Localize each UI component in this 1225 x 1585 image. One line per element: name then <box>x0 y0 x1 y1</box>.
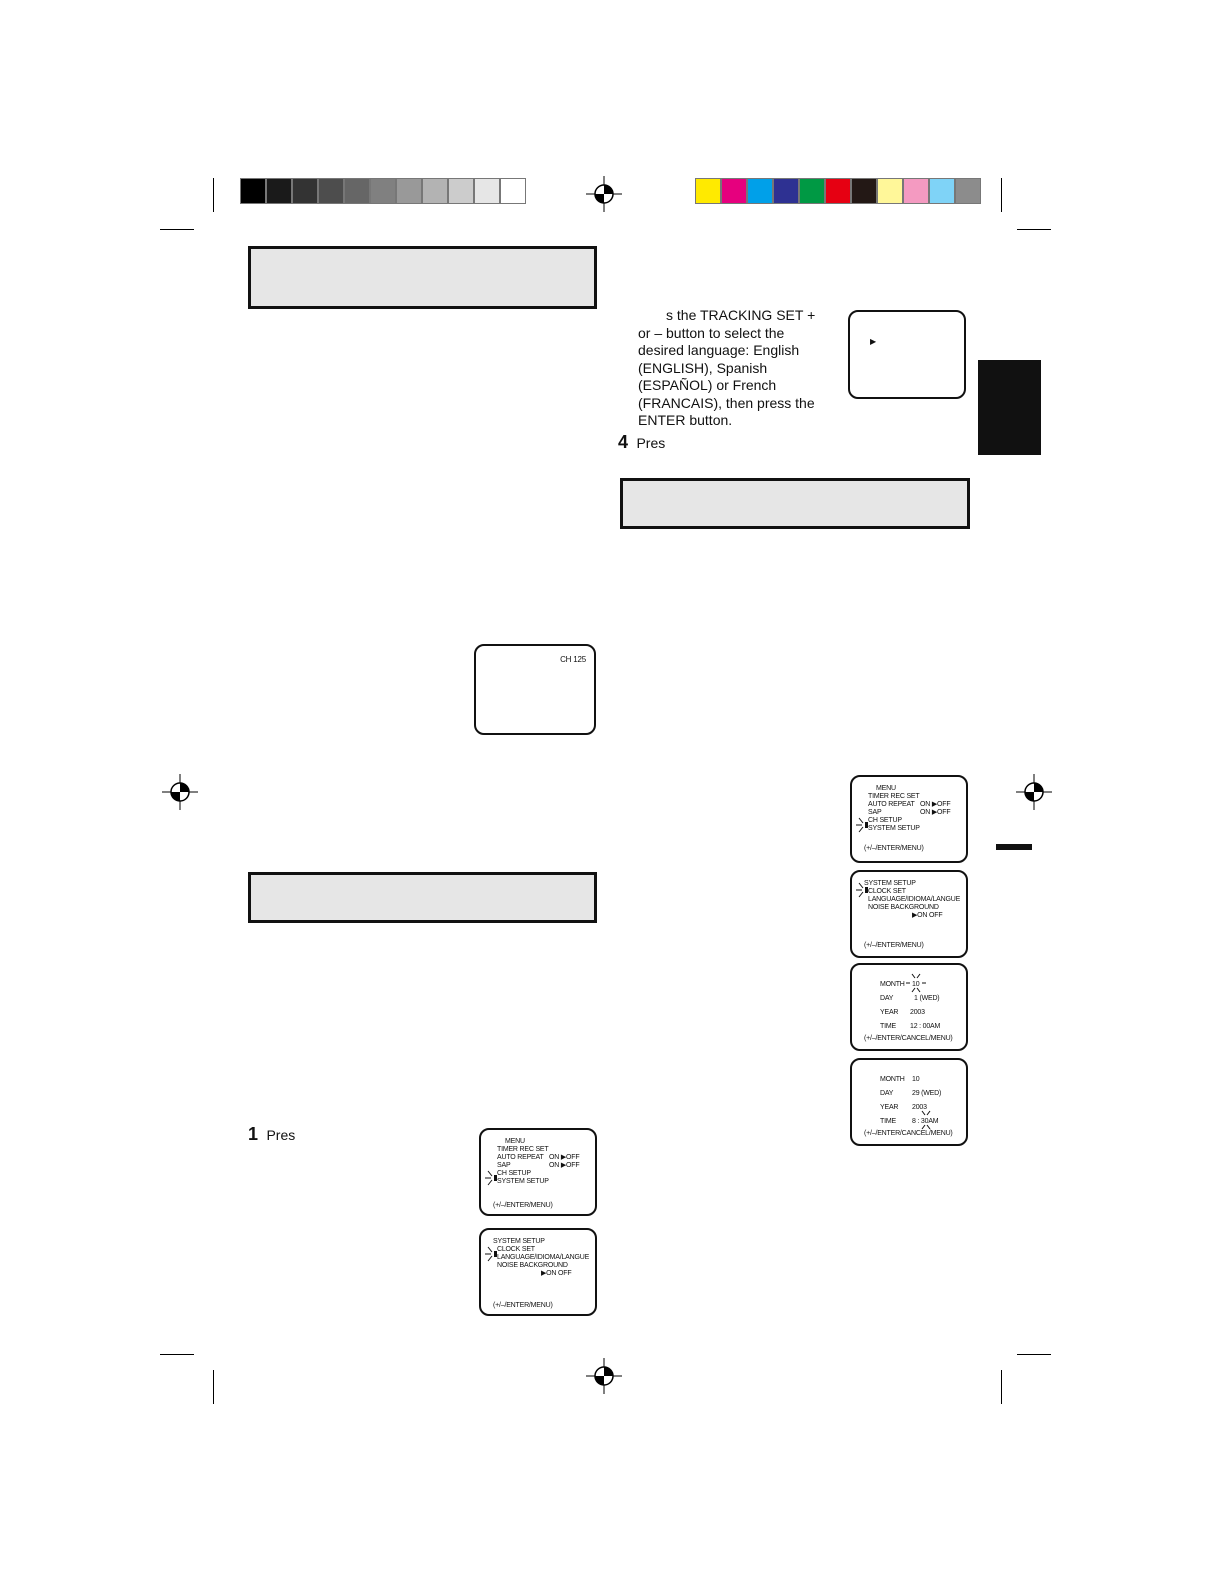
grayscale-swatch <box>266 178 292 204</box>
clock-set-screen <box>850 1058 968 1146</box>
crop-mark <box>160 1354 194 1355</box>
section-heading-box <box>248 246 597 309</box>
step-4 <box>618 432 665 453</box>
channel-label: CH 125 <box>560 655 586 664</box>
crop-mark <box>1017 229 1051 230</box>
color-swatch <box>799 178 825 204</box>
time-value: 12 : 00AM <box>910 1023 941 1030</box>
auto-repeat-value: ON ▶OFF <box>920 801 951 808</box>
step-text: Pres <box>636 435 666 451</box>
year-label: YEAR <box>880 1009 899 1016</box>
month-value: 10 <box>912 1076 920 1083</box>
year-value: 2003 <box>910 1009 925 1016</box>
grayscale-swatch <box>396 178 422 204</box>
crop-mark <box>213 1370 214 1404</box>
day-value: 1 (WED) <box>914 995 940 1002</box>
language-screen <box>848 310 966 399</box>
step-number: 1 <box>248 1124 259 1144</box>
menu-item-clock-set: CLOCK SET <box>497 1246 535 1253</box>
menu-footer: (+/–/ENTER/MENU) <box>493 1202 553 1209</box>
month-label: MONTH <box>880 981 905 988</box>
blinking-cursor-icon <box>906 973 926 993</box>
menu-item-sap: SAP <box>497 1162 511 1169</box>
menu-item-clock-set: CLOCK SET <box>868 888 906 895</box>
noise-background-value: ▶ON OFF <box>541 1270 572 1277</box>
grayscale-swatch <box>474 178 500 204</box>
menu-title: MENU <box>505 1138 525 1145</box>
step-text: Pres <box>266 1127 296 1143</box>
color-swatch <box>695 178 721 204</box>
color-swatch <box>747 178 773 204</box>
grayscale-swatch <box>500 178 526 204</box>
menu-item-noise-background: NOISE BACKGROUND <box>497 1262 568 1269</box>
main-menu-screen <box>850 775 968 863</box>
time-value: 8 : 30AM <box>912 1118 939 1125</box>
grayscale-swatch <box>448 178 474 204</box>
step-1 <box>248 1124 295 1145</box>
menu-title: MENU <box>876 785 896 792</box>
section-heading-box <box>248 872 597 923</box>
color-swatch <box>929 178 955 204</box>
day-value: 29 (WED) <box>912 1090 942 1097</box>
color-swatch <box>721 178 747 204</box>
registration-mark-right <box>1016 774 1052 810</box>
system-setup-screen <box>850 870 968 958</box>
year-label: YEAR <box>880 1104 899 1111</box>
month-value: 10 <box>912 981 920 988</box>
crop-mark <box>160 229 194 230</box>
year-value: 2003 <box>912 1104 927 1111</box>
blinking-cursor-icon <box>916 1110 936 1130</box>
menu-item-auto-repeat: AUTO REPEAT <box>868 801 915 808</box>
blinking-cursor-icon <box>854 815 874 835</box>
grayscale-swatch <box>240 178 266 204</box>
crop-mark <box>1001 178 1002 212</box>
section-marker <box>996 844 1032 850</box>
crop-mark <box>1001 1370 1002 1404</box>
grayscale-swatch <box>344 178 370 204</box>
section-tab <box>978 360 1041 455</box>
system-setup-title: SYSTEM SETUP <box>864 880 916 887</box>
registration-mark-left <box>162 774 198 810</box>
blinking-cursor-icon <box>483 1244 503 1264</box>
time-label: TIME <box>880 1023 896 1030</box>
blinking-cursor-icon <box>854 880 874 900</box>
clock-set-screen <box>850 963 968 1051</box>
grayscale-swatch <box>318 178 344 204</box>
system-setup-screen <box>479 1228 597 1316</box>
menu-item-ch-setup: CH SETUP <box>497 1170 531 1177</box>
menu-item-auto-repeat: AUTO REPEAT <box>497 1154 544 1161</box>
main-menu-screen <box>479 1128 597 1216</box>
day-label: DAY <box>880 1090 894 1097</box>
menu-item-timer-rec-set: TIMER REC SET <box>868 793 920 800</box>
registration-mark-bottom <box>586 1358 622 1394</box>
menu-item-sap: SAP <box>868 809 882 816</box>
day-label: DAY <box>880 995 894 1002</box>
menu-item-language: LANGUAGE/IDIOMA/LANGUE <box>868 896 961 903</box>
color-swatch <box>877 178 903 204</box>
system-setup-title: SYSTEM SETUP <box>493 1238 545 1245</box>
color-swatch <box>773 178 799 204</box>
color-swatch <box>955 178 981 204</box>
step-number: 4 <box>618 432 629 452</box>
menu-item-system-setup: SYSTEM SETUP <box>868 825 920 832</box>
channel-screen <box>474 644 596 735</box>
month-label: MONTH <box>880 1076 905 1083</box>
noise-background-value: ▶ON OFF <box>912 912 943 919</box>
grayscale-swatch <box>422 178 448 204</box>
clock-set-footer: (+/–/ENTER/CANCEL/MENU) <box>864 1130 953 1137</box>
color-swatch <box>903 178 929 204</box>
grayscale-swatch <box>370 178 396 204</box>
registration-mark-top <box>586 176 622 212</box>
blinking-cursor-icon <box>483 1168 503 1188</box>
menu-item-system-setup: SYSTEM SETUP <box>497 1178 549 1185</box>
color-swatch <box>851 178 877 204</box>
menu-item-ch-setup: CH SETUP <box>868 817 902 824</box>
selection-arrow-icon: ▶ <box>870 337 876 346</box>
sap-value: ON ▶OFF <box>920 809 951 816</box>
menu-item-noise-background: NOISE BACKGROUND <box>868 904 939 911</box>
menu-item-language: LANGUAGE/IDIOMA/LANGUE <box>497 1254 590 1261</box>
color-swatch <box>825 178 851 204</box>
sap-value: ON ▶OFF <box>549 1162 580 1169</box>
section-heading-box <box>620 478 970 529</box>
menu-item-timer-rec-set: TIMER REC SET <box>497 1146 549 1153</box>
grayscale-swatch <box>292 178 318 204</box>
time-label: TIME <box>880 1118 896 1125</box>
menu-footer: (+/–/ENTER/MENU) <box>493 1302 553 1309</box>
clock-set-footer: (+/–/ENTER/CANCEL/MENU) <box>864 1035 953 1042</box>
auto-repeat-value: ON ▶OFF <box>549 1154 580 1161</box>
menu-footer: (+/–/ENTER/MENU) <box>864 845 924 852</box>
crop-mark <box>213 178 214 212</box>
language-step-text: s the TRACKING SET + or – button to select the desired language: English (ENGLISH), Spanish (ESPAÑOL) or French (FRANCAIS), then press the ENTER button. <box>638 307 816 428</box>
crop-mark <box>1017 1354 1051 1355</box>
menu-footer: (+/–/ENTER/MENU) <box>864 942 924 949</box>
